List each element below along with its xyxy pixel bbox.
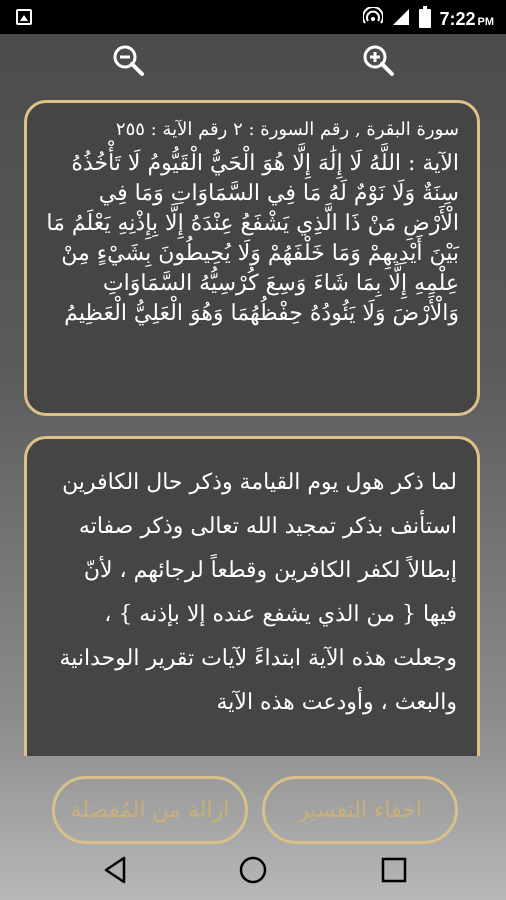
status-bar	[0, 0, 506, 34]
zoom-in-button[interactable]	[358, 40, 398, 80]
home-button[interactable]	[237, 854, 269, 886]
tafsir-card[interactable]	[24, 436, 480, 756]
ayah-body: اللَّهُ لَا إِلَٰهَ إِلَّا هُوَ الْحَيُّ الْقَيُّومُ لَا تَأْخُذُهُ سِنَةٌ وَلَا نَوْمٌ لَهُ مَا فِي السَّمَاوَاتِ وَمَا فِي الْأَرْضِ مَنْ ذَا الَّذِي يَشْفَعُ عِنْدَهُ إِلَّا بِإِذْنِهِ يَعْلَمُ مَا بَيْنَ أَيْدِيهِمْ وَمَا خَلْفَهُمْ وَلَا يُحِيطُونَ بِشَيْءٍ مِنْ عِلْمِهِ إِلَّا بِمَا شَاءَ وَسِعَ كُرْسِيُّهُ السَّمَاوَاتِ وَالْأَرْضَ وَلَا يَئُودُهُ حِفْظُهُمَا وَهُوَ الْعَلِيُّ الْعَظِيمُ	[46, 151, 459, 326]
status-icons	[363, 6, 494, 33]
zoom-out-icon	[108, 40, 148, 80]
ayah-text	[45, 149, 459, 329]
zoom-out-button[interactable]	[108, 40, 148, 80]
back-icon	[100, 854, 132, 886]
home-icon	[237, 854, 269, 886]
remove-favorite-button[interactable]: ازالة من المُفضلة	[52, 776, 248, 844]
signal-icon	[391, 7, 411, 32]
tafsir-text: لما ذكر هول يوم القيامة وذكر حال الكافرين استأنف بذكر تمجيد الله تعالى وذكر صفاته إبطالاً لكفر الكافرين وقطعاً لرجائهم ، لأنّ فيها { من الذي يشفع عنده إلا بإذنه } ، وجعلت هذه الآية ابتداءً لآيات تقرير الوحدانية والبعث ، وأودعت هذه الآية	[59, 470, 457, 715]
back-button[interactable]	[100, 854, 132, 886]
battery-icon	[419, 6, 431, 33]
ayah-header: سورة البقرة , رقم السورة : ٢ رقم الآية : ٢٥٥	[115, 119, 459, 140]
ayah-label: الآية :	[408, 151, 459, 176]
hide-tafsir-button[interactable]: اخفاء التفسير	[262, 776, 458, 844]
recents-icon	[378, 854, 410, 886]
navigation-bar	[0, 840, 506, 900]
clock: 7:22 PM	[439, 9, 494, 29]
ayah-card	[24, 100, 480, 416]
hotspot-icon	[363, 7, 383, 32]
zoom-in-icon	[358, 40, 398, 80]
image-icon	[16, 9, 32, 25]
recents-button[interactable]	[378, 854, 410, 886]
